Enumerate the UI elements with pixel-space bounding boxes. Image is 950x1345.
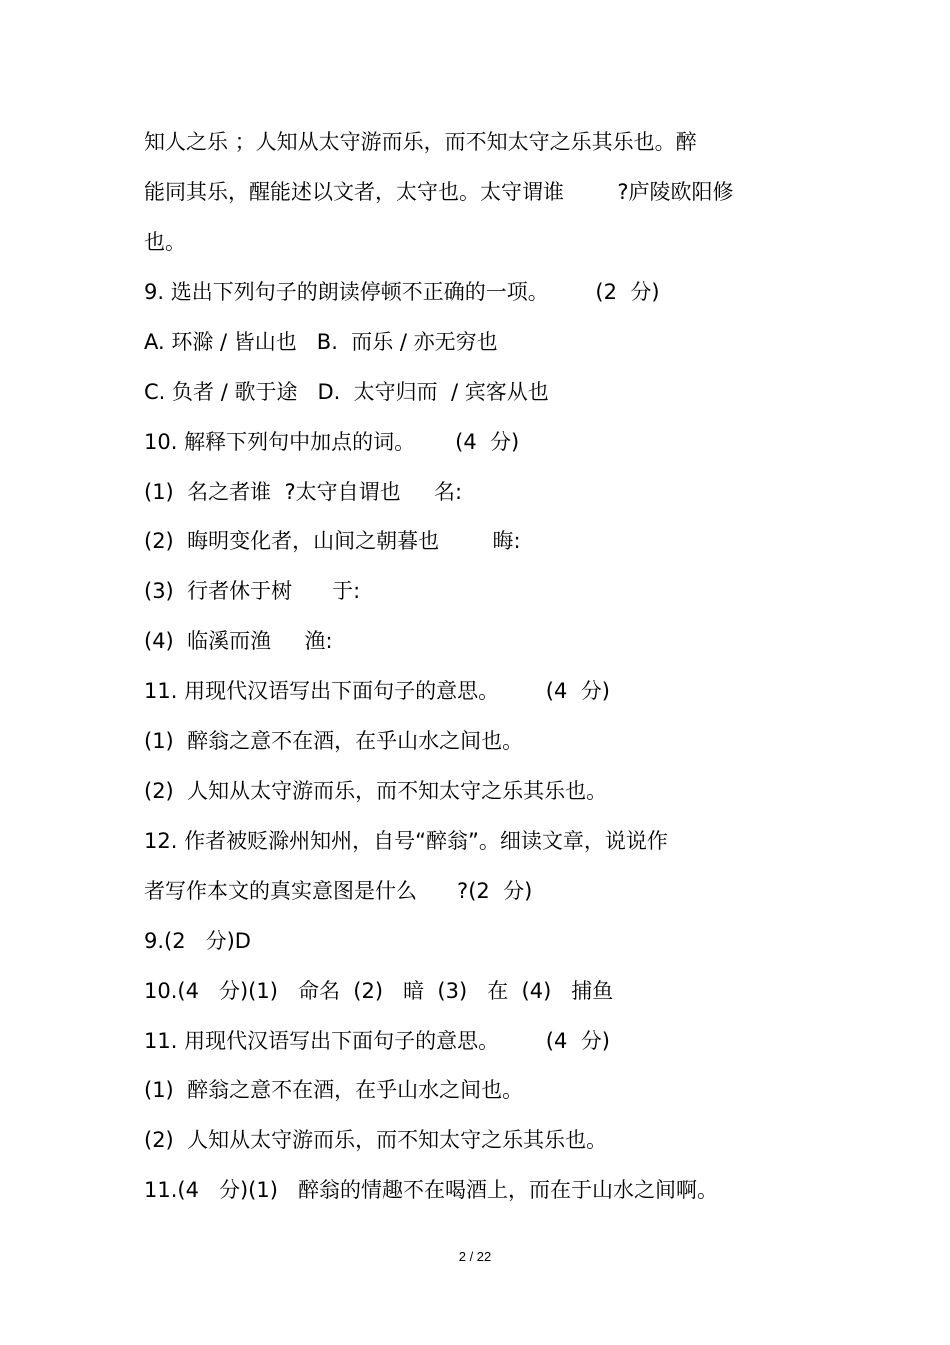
text-line: 知人之乐 ；人知从太守游而乐，而不知太守之乐其乐也。醉 (144, 130, 697, 154)
question-11-repeat: 11. 用现代汉语写出下面句子的意思。 (4 分) (144, 1029, 610, 1053)
answer-11: 11.(4 分)(1) 醉翁的情趣不在喝酒上，而在于山水之间啊。 (144, 1178, 718, 1202)
sub-question: (1) 醉翁之意不在酒，在乎山水之间也。 (144, 729, 524, 753)
page-number: 2 / 22 (458, 1249, 492, 1264)
answer-10: 10.(4 分)(1) 命名 (2) 暗 (3) 在 (4) 捕鱼 (144, 979, 614, 1003)
sub-question: (3) 行者休于树 于: (144, 579, 361, 603)
sub-question: (1) 醉翁之意不在酒，在乎山水之间也。 (144, 1078, 524, 1102)
question-12: 12. 作者被贬滁州知州，自号“醉翁”。细读文章，说说作 (144, 829, 668, 853)
option-line: A. 环滁 / 皆山也 B. 而乐 / 亦无穷也 (144, 330, 498, 354)
question-11: 11. 用现代汉语写出下面句子的意思。 (4 分) (144, 679, 610, 703)
question-9: 9. 选出下列句子的朗读停顿不正确的一项。 (2 分) (144, 280, 660, 304)
text-line: 能同其乐，醒能述以文者，太守也。太守谓谁 ?庐陵欧阳修 (144, 180, 734, 204)
option-line: C. 负者 / 歌于途 D. 太守归而 / 宾客从也 (144, 380, 549, 404)
answer-9: 9.(2 分)D (144, 929, 251, 953)
text-line: 者写作本文的真实意图是什么 ?(2 分) (144, 879, 533, 903)
sub-question: (1) 名之者谁 ?太守自谓也 名: (144, 480, 463, 504)
sub-question: (4) 临溪而渔 渔: (144, 629, 333, 653)
sub-question: (2) 晦明变化者，山间之朝暮也 晦: (144, 529, 521, 553)
sub-question: (2) 人知从太守游而乐，而不知太守之乐其乐也。 (144, 1128, 608, 1152)
question-10: 10. 解释下列句中加点的词。 (4 分) (144, 430, 520, 454)
text-line: 也。 (144, 230, 186, 254)
sub-question: (2) 人知从太守游而乐，而不知太守之乐其乐也。 (144, 779, 608, 803)
